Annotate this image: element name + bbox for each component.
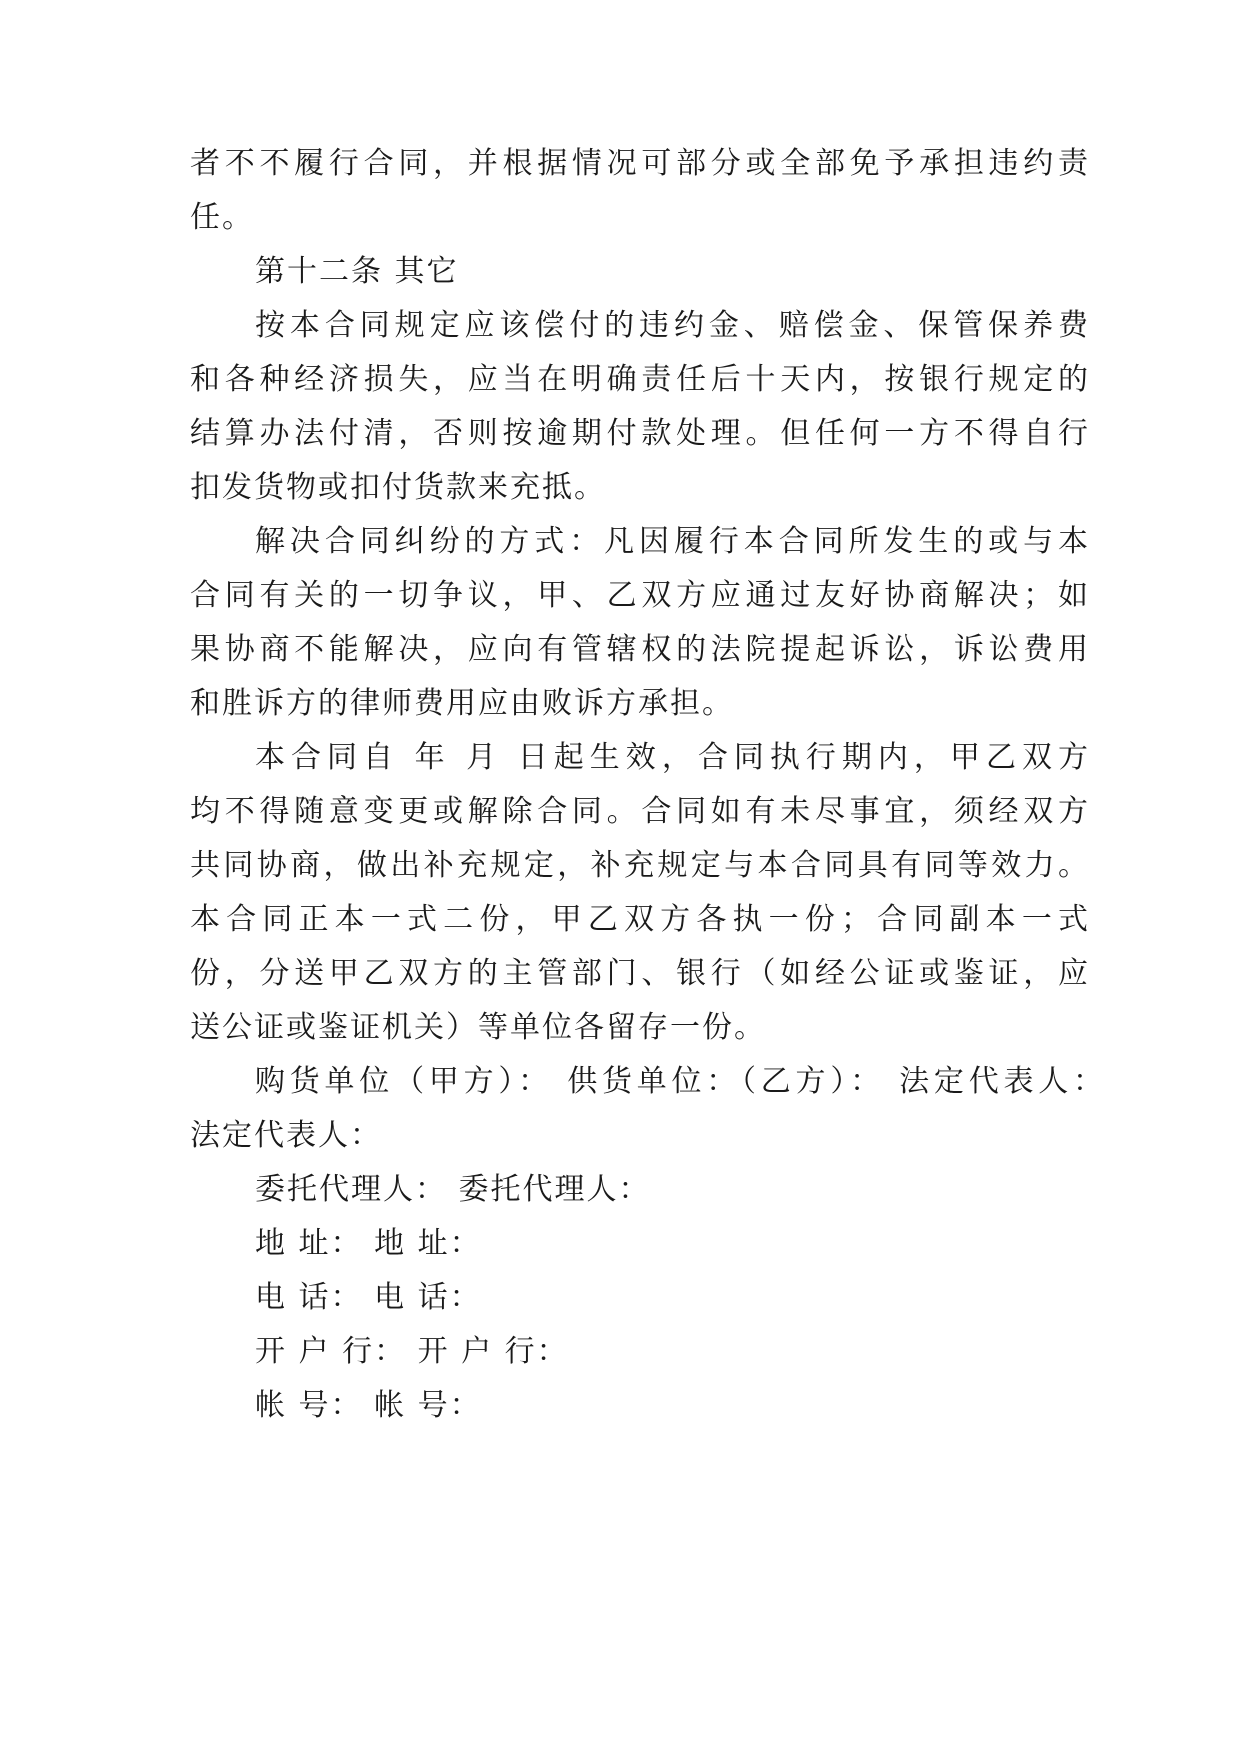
paragraph-line: 果协商不能解决，应向有管辖权的法院提起诉讼，诉讼费用	[190, 632, 1090, 667]
paragraph-line: 份，分送甲乙双方的主管部门、银行（如经公证或鉴证，应	[190, 956, 1090, 991]
signature-line: 开 户 行： 开 户 行：	[255, 1334, 569, 1369]
paragraph-line: 任。	[190, 200, 254, 235]
paragraph-line: 解决合同纠纷的方式：凡因履行本合同所发生的或与本	[255, 524, 1090, 559]
paragraph-line: 本合同正本一式二份，甲乙双方各执一份；合同副本一式	[190, 902, 1090, 937]
signature-line: 地 址： 地 址：	[255, 1226, 482, 1261]
section-heading: 第十二条 其它	[255, 254, 459, 289]
signature-line: 委托代理人： 委托代理人：	[255, 1172, 651, 1207]
paragraph-line: 均不得随意变更或解除合同。合同如有未尽事宜，须经双方	[190, 794, 1090, 829]
signature-line: 电 话： 电 话：	[255, 1280, 482, 1315]
paragraph-line: 本合同自 年 月 日起生效，合同执行期内，甲乙双方	[255, 740, 1090, 775]
paragraph-line: 者不不履行合同，并根据情况可部分或全部免予承担违约责	[190, 146, 1090, 181]
paragraph-line: 按本合同规定应该偿付的违约金、赔偿金、保管保养费	[255, 308, 1090, 343]
paragraph-line: 合同有关的一切争议，甲、乙双方应通过友好协商解决；如	[190, 578, 1090, 613]
paragraph-line: 和胜诉方的律师费用应由败诉方承担。	[190, 686, 734, 721]
signature-line: 购货单位（甲方）： 供货单位：（乙方）： 法定代表人：	[255, 1064, 1105, 1099]
paragraph-line: 结算办法付清，否则按逾期付款处理。但任何一方不得自行	[190, 416, 1090, 451]
paragraph-line: 送公证或鉴证机关）等单位各留存一份。	[190, 1010, 766, 1045]
paragraph-line: 和各种经济损失，应当在明确责任后十天内，按银行规定的	[190, 362, 1090, 397]
signature-line: 帐 号： 帐 号：	[255, 1388, 482, 1423]
signature-line: 法定代表人：	[190, 1118, 382, 1153]
paragraph-line: 扣发货物或扣付货款来充抵。	[190, 470, 606, 505]
paragraph-line: 共同协商，做出补充规定，补充规定与本合同具有同等效力。	[190, 848, 1090, 883]
